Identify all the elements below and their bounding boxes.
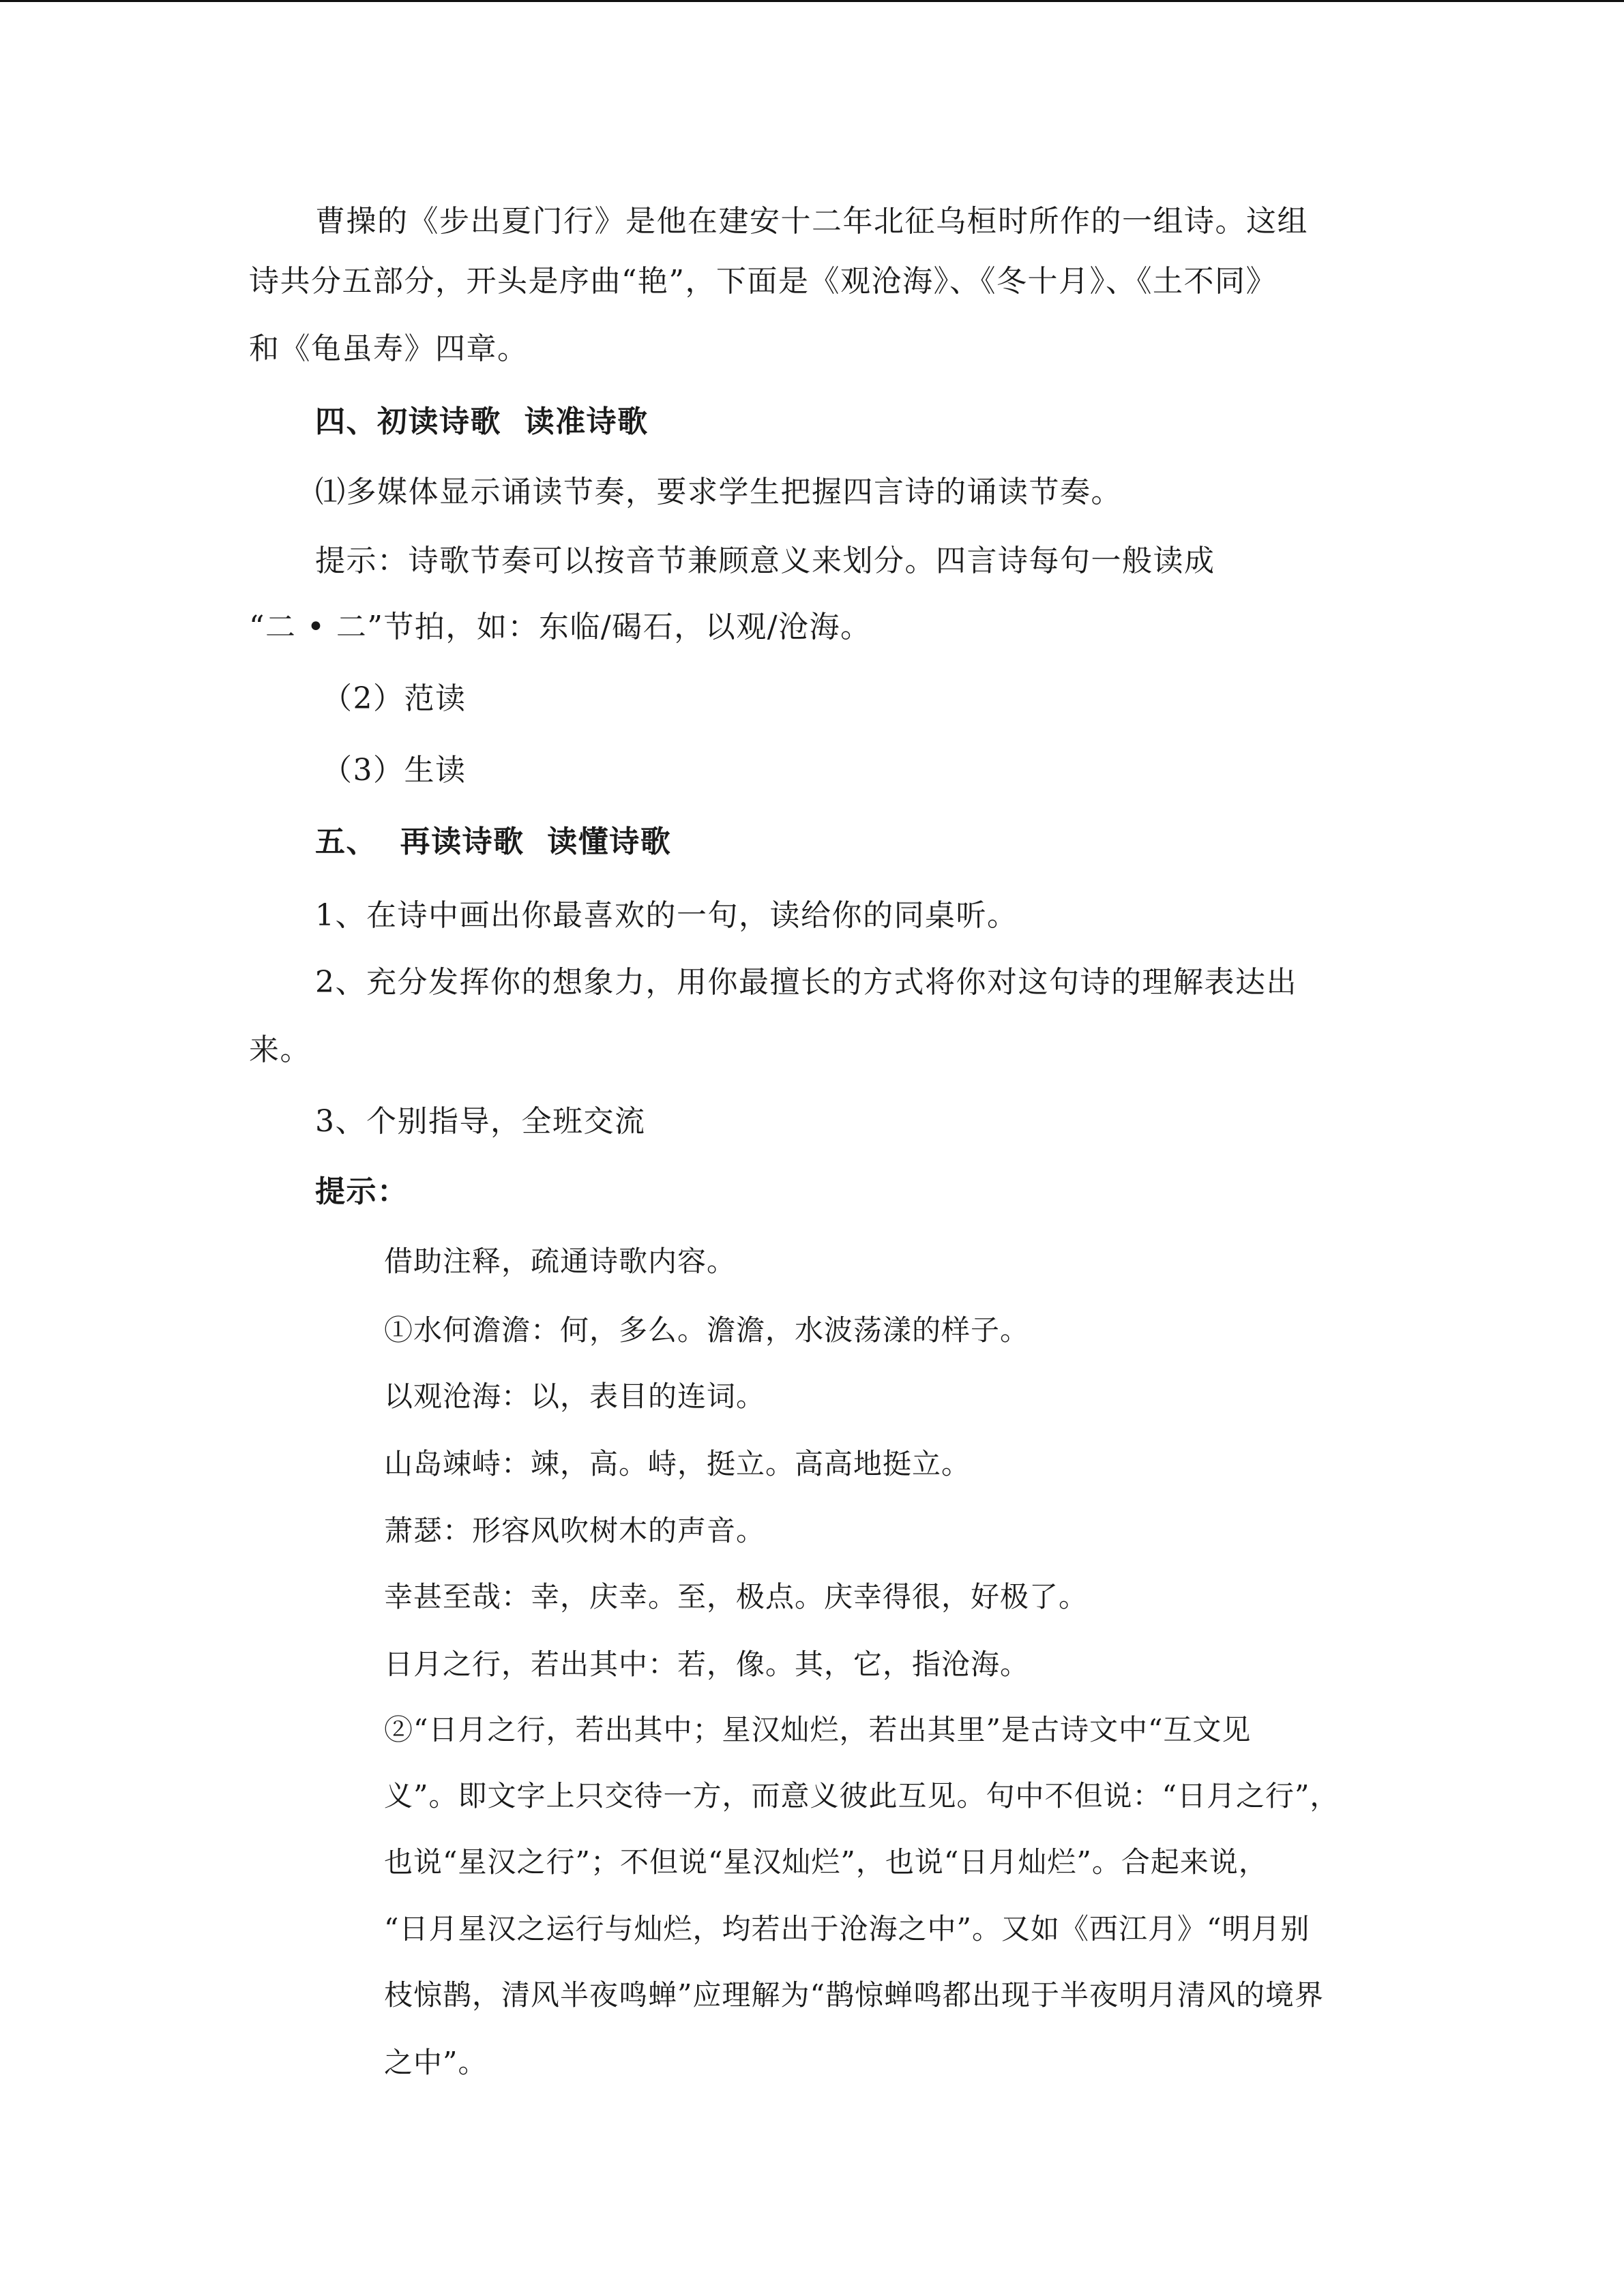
- gloss-item: 幸甚至哉：幸，庆幸。至，极点。庆幸得很，好极了。: [384, 1580, 1089, 1613]
- model-reading-item: （2）范读: [322, 681, 467, 716]
- gloss-item: 日月之行，若出其中：若，像。其，它，指沧海。: [384, 1648, 1030, 1681]
- gloss-item: ①水何澹澹：何，多么。澹澹，水波荡漾的样子。: [384, 1313, 1030, 1347]
- rhythm-tip-line: “二 • 二”节拍，如：东临/碣石，以观/沧海。: [249, 610, 872, 644]
- huwen-line: ②“日月之行，若出其中；星汉灿烂，若出其里”是古诗文中“互文见: [384, 1713, 1252, 1746]
- gloss-item: 萧瑟：形容风吹树木的声音。: [384, 1514, 766, 1547]
- top-border-line: [0, 0, 1624, 2]
- huwen-line: 义”。即文字上只交待一方，而意义彼此互见。句中不但说：“日月之行”，: [384, 1779, 1340, 1813]
- section-four-heading: 四、初读诗歌 读准诗歌: [315, 404, 649, 439]
- intro-line: 诗共分五部分，开头是序曲“艳”，下面是《观沧海》、《冬十月》、《土不同》: [249, 264, 1277, 299]
- step-two-line: 2、充分发挥你的想象力，用你最擅长的方式将你对这句诗的理解表达出: [315, 965, 1297, 1000]
- intro-line: 曹操的《步出夏门行》是他在建安十二年北征乌桓时所作的一组诗。这组: [315, 204, 1308, 239]
- rhythm-display-item: ⑴多媒体显示诵读节奏，要求学生把握四言诗的诵读节奏。: [315, 475, 1122, 509]
- huwen-line: 之中”。: [384, 2046, 488, 2079]
- step-two-line: 来。: [249, 1032, 311, 1067]
- step-one: 1、在诗中画出你最喜欢的一句，读给你的同桌听。: [315, 898, 1018, 933]
- huwen-line: 也说“星汉之行”；不但说“星汉灿烂”，也说“日月灿烂”。合起来说，: [384, 1845, 1268, 1879]
- step-three: 3、个别指导，全班交流: [315, 1104, 646, 1139]
- gloss-item: 以观沧海：以，表目的连词。: [384, 1380, 766, 1413]
- huwen-line: “日月星汉之运行与灿烂，均若出于沧海之中”。又如《西江月》“明月别: [384, 1912, 1310, 1945]
- gloss-item: 山岛竦峙：竦，高。峙，挺立。高高地挺立。: [384, 1447, 971, 1480]
- annotations-intro: 借助注释，疏通诗歌内容。: [384, 1244, 737, 1278]
- huwen-line: 枝惊鹊，清风半夜鸣蝉”应理解为“鹊惊蝉鸣都出现于半夜明月清风的境界: [384, 1978, 1324, 2012]
- section-five-heading: 五、 再读诗歌 读懂诗歌: [315, 824, 672, 859]
- intro-line: 和《龟虽寿》四章。: [249, 331, 529, 366]
- rhythm-tip-line: 提示：诗歌节奏可以按音节兼顾意义来划分。四言诗每句一般读成: [315, 543, 1215, 578]
- student-reading-item: （3）生读: [322, 753, 467, 788]
- tip-heading: 提示：: [315, 1174, 409, 1209]
